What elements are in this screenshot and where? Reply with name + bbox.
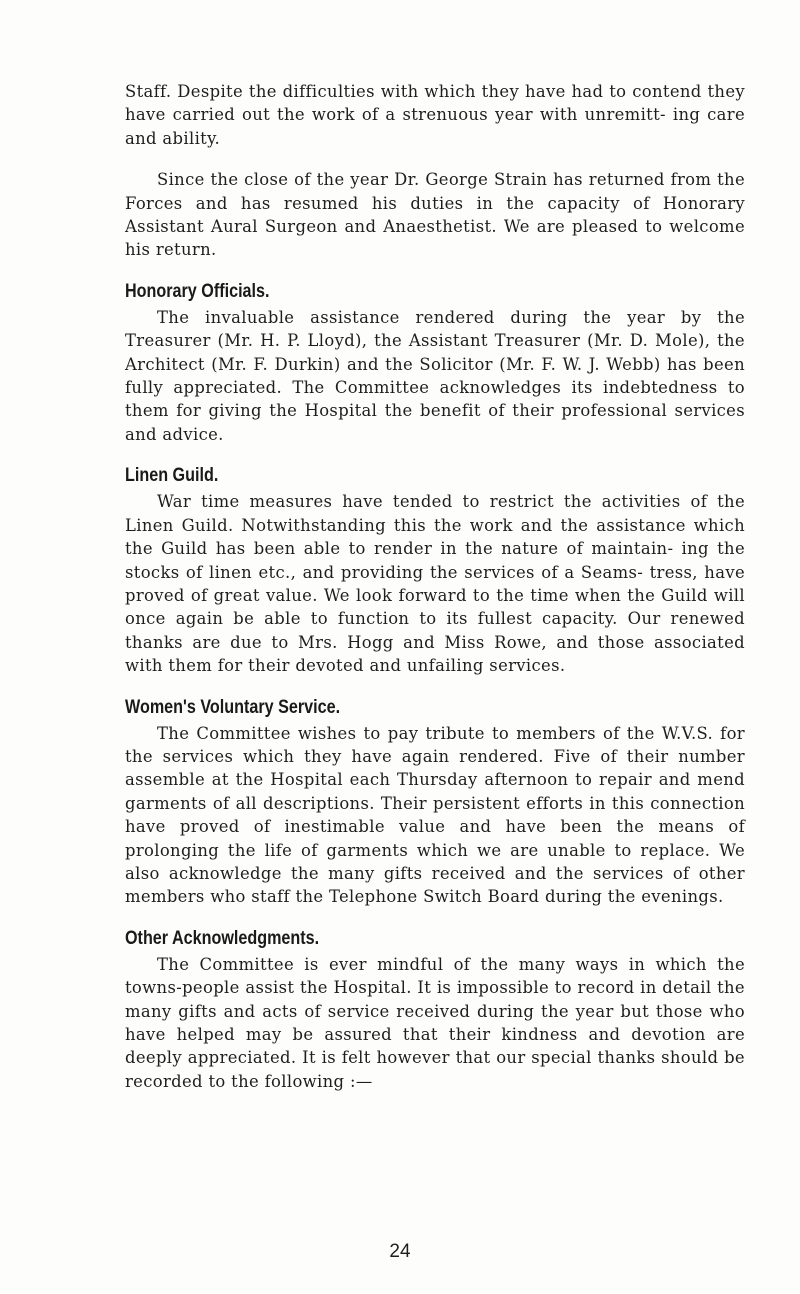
page-number: 24 <box>389 1241 411 1262</box>
paragraph-honorary-officials: The invaluable assistance rendered during the year by the Treasurer (Mr. H. P. Lloyd), the Assistant Treasurer (Mr. D. Mole), the Architect (Mr. F. Durkin) and the Solicitor (Mr. F. W. J. Webb) has been fully appreciated. The Committee acknowledges its indebtedness to them for giving the Hospital the benefit of their professional services and advice. <box>125 307 745 444</box>
paragraph-dr-strain: Since the close of the year Dr. George Strain has returned from the Forces and has resumed his duties in the capacity of Honorary Assistant Aural Surgeon and Anaesthetist. We are pleased to welcome his return. <box>125 170 745 260</box>
heading-linen-guild: Linen Guild. <box>125 465 219 487</box>
paragraph-other-acknowledgments: The Committee is ever mindful of the many ways in which the towns-people assist the Hospital. It is impossible to record in detail the many gifts and acts of service received during the year but those who have helped may be assured that their kindness and devotion are deeply appreciated. It is felt however that our special thanks should be recorded to the following :— <box>125 954 745 1091</box>
paragraph-staff: Staff. Despite the difficulties with which they have had to contend they have carried out the work of a strenuous year with unremitt- ing care and ability. <box>125 82 745 148</box>
heading-womens-voluntary-service: Women's Voluntary Service. <box>125 696 341 718</box>
document-page <box>125 80 745 1093</box>
paragraph-womens-voluntary-service: The Committee wishes to pay tribute to members of the W.V.S. for the services which they have again rendered. Five of their number assemble at the Hospital each Thursday afternoon to repair and mend garments of all descriptions. Their persistent efforts in this connection have proved of inestimable value and have been the means of prolonging the life of garments which we are unable to replace. We also acknowledge the many gifts received and the services of other members who staff the Telephone Switch Board during the evenings. <box>125 723 745 907</box>
paragraph-linen-guild: War time measures have tended to restrict the activities of the Linen Guild. Notwithstanding this the work and the assistance which the Guild has been able to render in the nature of maintain- ing the stocks of linen etc., and providing the services of a Seams- tress, have proved of great value. We look forward to the time when the Guild will once again be able to function to its fullest capacity. Our renewed thanks are due to Mrs. Hogg and Miss Rowe, and those associated with them for their devoted and unfailing services. <box>125 492 745 676</box>
heading-honorary-officials: Honorary Officials. <box>125 280 270 302</box>
heading-other-acknowledgments: Other Acknowledgments. <box>125 927 320 949</box>
